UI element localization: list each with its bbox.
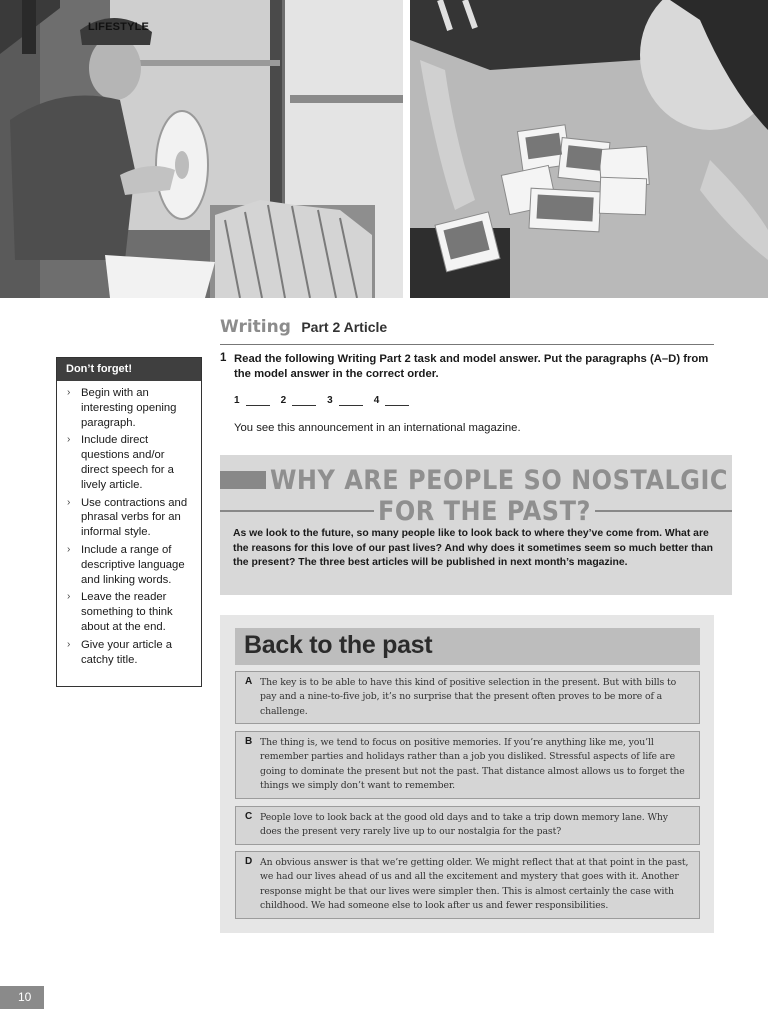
- section-title: Writing: [220, 317, 291, 337]
- chevron-right-icon: ›: [67, 434, 71, 446]
- chevron-right-icon: ›: [67, 591, 71, 603]
- photo-man-with-vinyl-record: [0, 0, 403, 298]
- paragraph-letter: A: [245, 676, 253, 687]
- tip-item: › Give your article a catchy title.: [67, 638, 173, 666]
- tip-item: › Leave the reader something to think about at the end.: [67, 591, 173, 633]
- article-title-bar: [235, 628, 700, 665]
- announcement-headline-line-2: FOR THE PAST?: [378, 495, 591, 527]
- tip-item: › Begin with an interesting opening paragraph.: [67, 387, 177, 429]
- answer-blank[interactable]: 1: [234, 395, 270, 406]
- paragraph-letter: C: [245, 811, 253, 822]
- paragraph-text: The thing is, we tend to focus on positive memories. If you’re anything like me, you’ll remember parties and holidays rather than a job you disliked. Stressful aspects of life are going to dominate the present but not the past. That distance almost allows us to forget the things we simply don’t want to remember.: [260, 737, 685, 792]
- answer-blanks: [234, 395, 420, 406]
- tip-item: › Use contractions and phrasal verbs for an informal style.: [67, 496, 188, 539]
- task-number: 1: [220, 352, 227, 364]
- paragraph-text: An obvious answer is that we’re getting older. We might reflect that at that point in the past, we had our lives ahead of us and all the excitement and mystery that goes with it. Another response might be that our lives were simpler then. This is almost certainly the case with childhood. We had someone else to look after us and fewer responsibilities.: [260, 857, 689, 912]
- tip-item: › Include a range of descriptive language and linking words.: [67, 543, 185, 586]
- paragraph-d: [235, 851, 700, 919]
- paragraph-letter: D: [245, 856, 253, 867]
- model-article: [220, 615, 714, 933]
- chevron-right-icon: ›: [67, 638, 71, 650]
- paragraph-c: [235, 806, 700, 845]
- unit-tab-marker: [0, 0, 60, 54]
- headline-row-2: [220, 497, 732, 525]
- answer-blank[interactable]: 3: [327, 395, 363, 406]
- paragraph-letter: B: [245, 736, 253, 747]
- paragraph-text: People love to look back at the good old days and to take a trip down memory lane. Why does the present very rarely live up to our nostalgia for the past?: [260, 812, 668, 838]
- article-title: Back to the past: [244, 631, 433, 659]
- task-instruction: Read the following Writing Part 2 task and model answer. Put the paragraphs (A–D) from the model answer in the correct order.: [234, 353, 709, 380]
- answer-blank[interactable]: 4: [374, 395, 410, 406]
- section-heading: [220, 317, 714, 345]
- answer-blank[interactable]: 2: [281, 395, 317, 406]
- page-number: 10: [0, 986, 44, 1009]
- chevron-right-icon: ›: [67, 543, 71, 555]
- dont-forget-box: [56, 357, 202, 687]
- tips-list: [57, 381, 201, 667]
- photo-woman-with-polaroids: [410, 0, 768, 298]
- paragraph-a: [235, 671, 700, 724]
- headline-row-1: [220, 466, 732, 494]
- announcement-body: As we look to the future, so many people like to look back to where they’ve come from. What are the reasons for this love of our past lives? And why does it sometimes seem so much better than the present? The three best articles will be published in next month’s magazine.: [233, 528, 714, 568]
- chevron-right-icon: ›: [67, 496, 71, 508]
- chevron-right-icon: ›: [67, 387, 71, 398]
- paragraph-b: [235, 731, 700, 799]
- announcement-headline-line-1: WHY ARE PEOPLE SO NOSTALGIC: [269, 464, 728, 496]
- paragraph-text: The key is to be able to have this kind of positive selection in the present. But with bills to pay and a nine-to-five job, it’s no surprise that the present often proves to be more of a challenge.: [260, 677, 677, 717]
- tip-item: › Include direct questions and/or direct speech for a lively article.: [67, 434, 174, 491]
- task-context: You see this announcement in an international magazine.: [234, 422, 521, 434]
- unit-label: LIFESTYLE: [88, 21, 150, 33]
- section-subtitle: Part 2 Article: [301, 319, 388, 335]
- dont-forget-title: Don’t forget!: [57, 358, 201, 381]
- magazine-announcement: [220, 455, 732, 595]
